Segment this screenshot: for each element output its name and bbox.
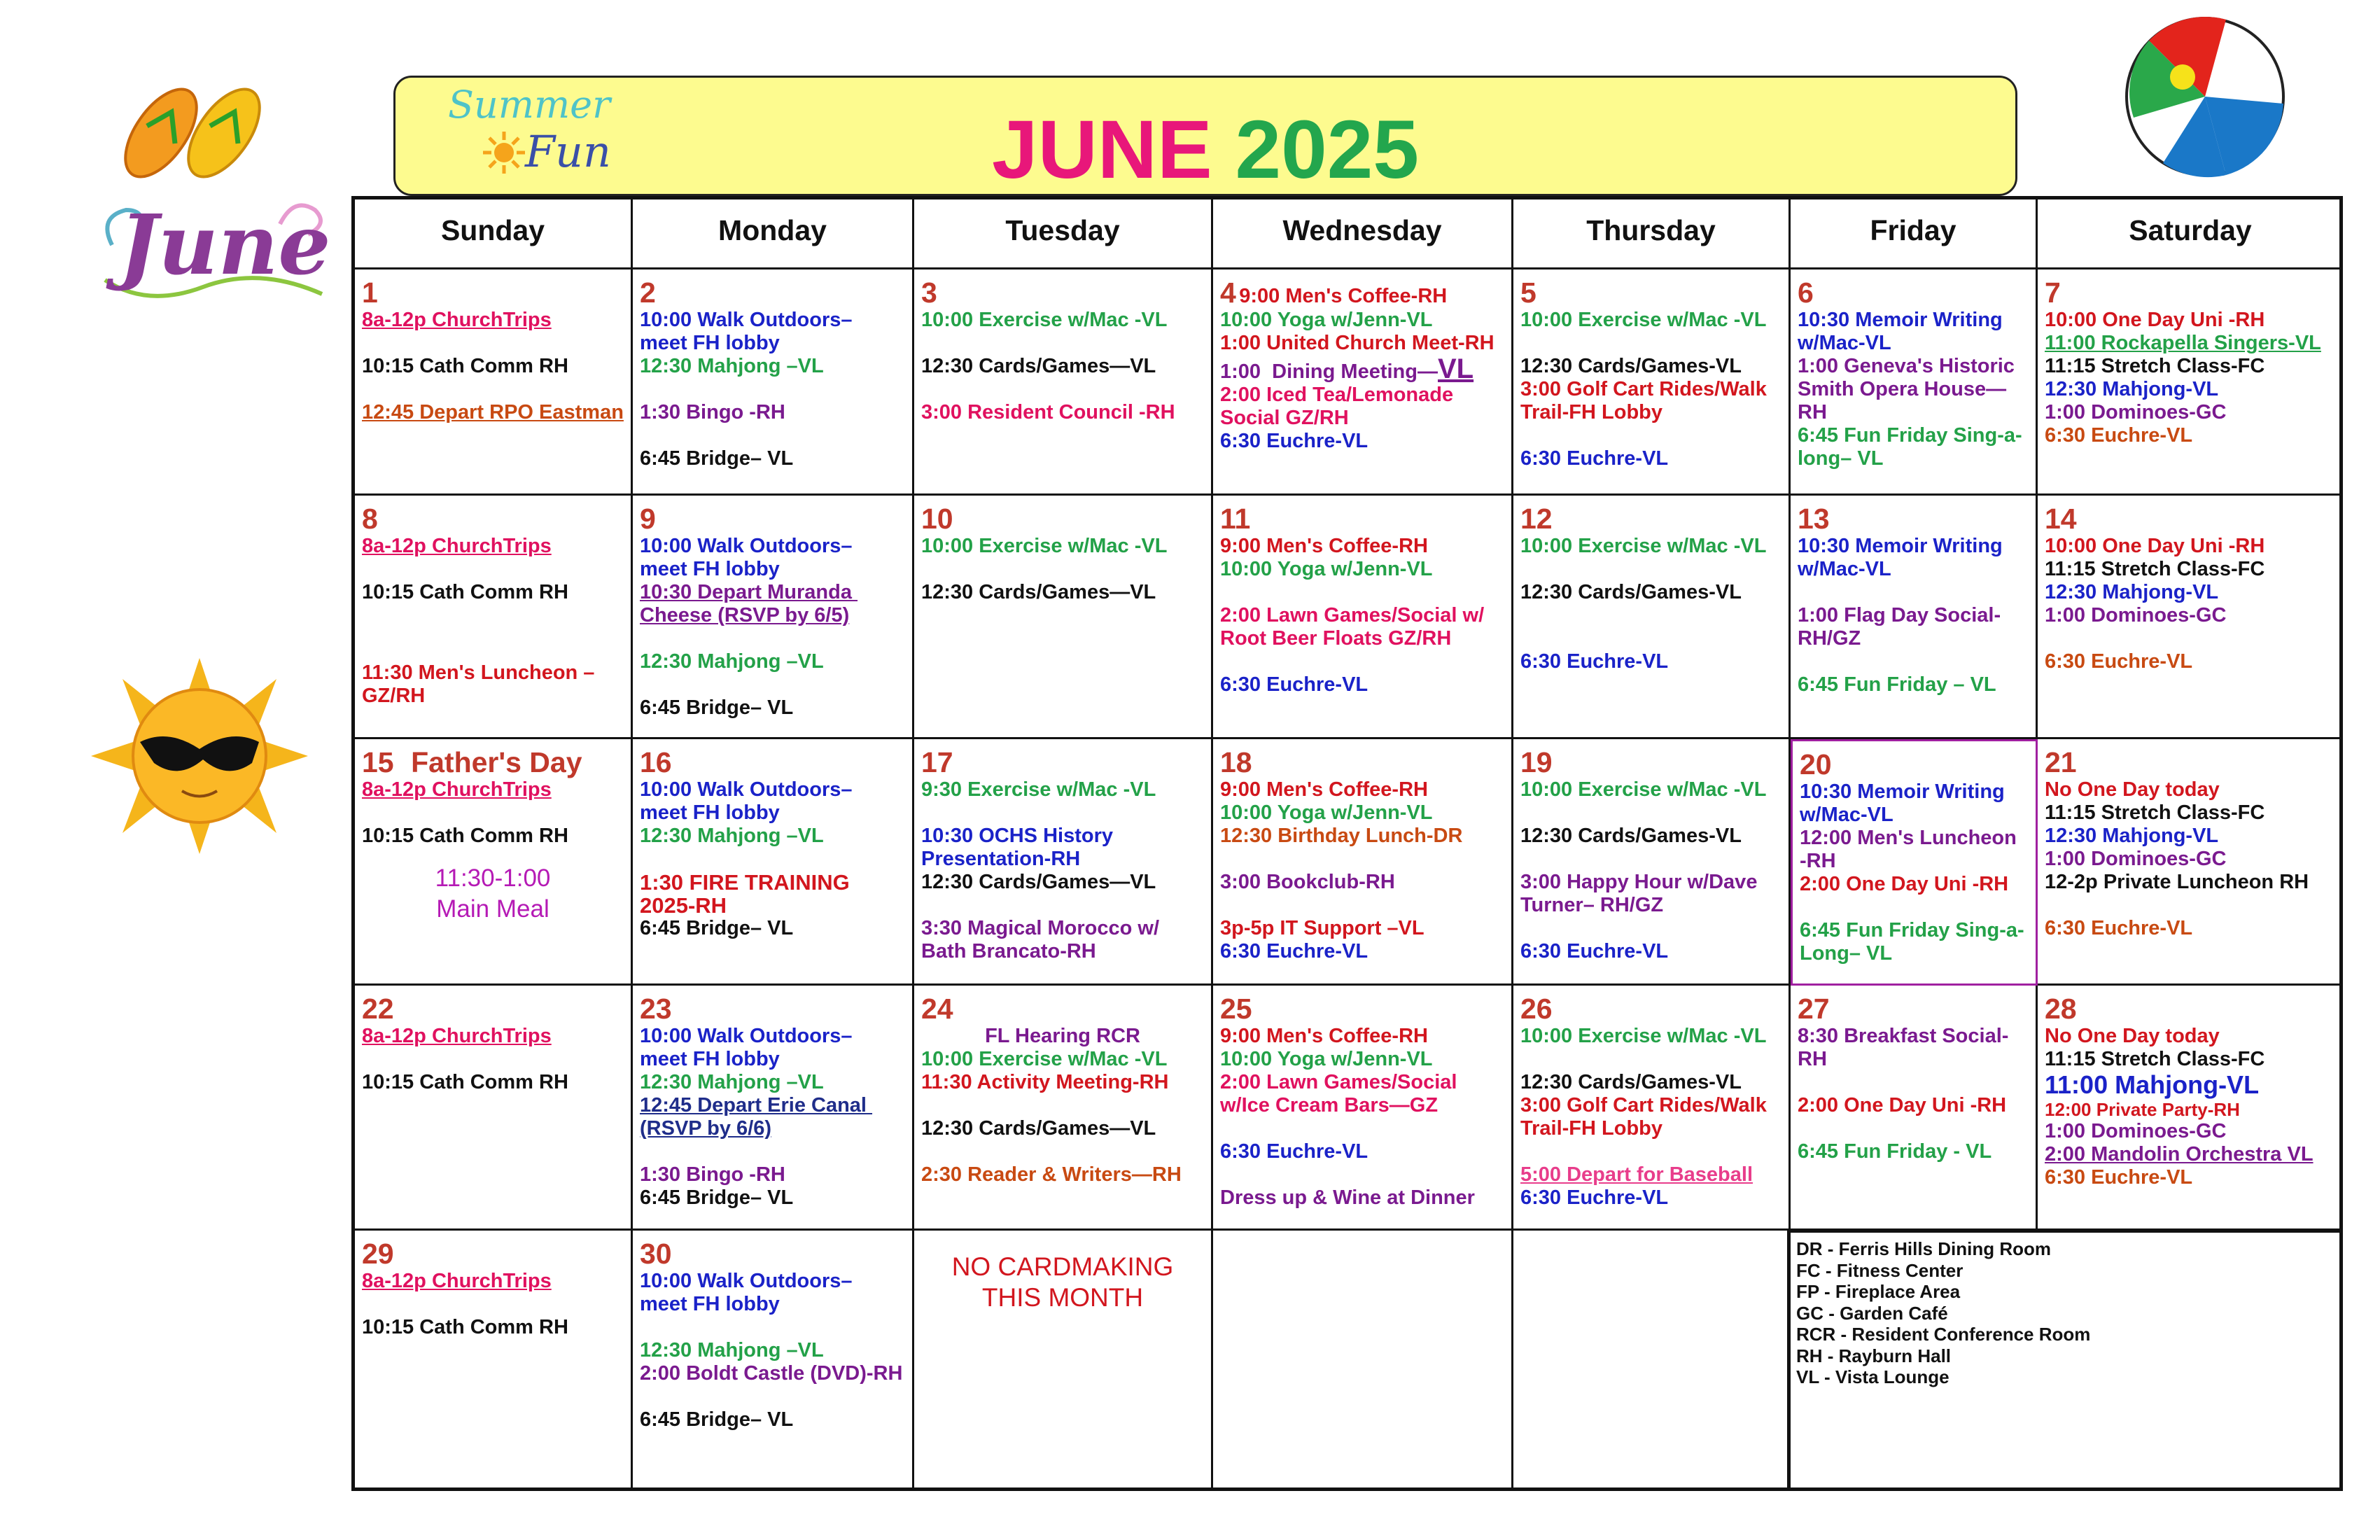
event-item: 12:30 Cards/Games—VL [921,355,1156,377]
event-item: 11:30 Men's Luncheon – GZ/RH [362,662,601,707]
event-item: 6:45 Fun Friday – VL [1798,673,1996,696]
day-cell-26[interactable] [1513,986,1791,1231]
event-item: 10:30 Memoir Writing w/Mac-VL [1798,309,2008,354]
event-item: 10:00 Walk Outdoors– meet FH lobby [640,309,858,354]
event-item: Dress up & Wine at Dinner [1220,1186,1475,1209]
june-script-text: June [119,196,331,293]
event-item: 10:00 Walk Outdoors– meet FH lobby [640,778,858,824]
day-number: 21 [2045,746,2077,778]
event-item: 9:00 Men's Coffee-RH [1220,778,1428,801]
event-item: 3:00 Bookclub-RH [1220,871,1395,893]
event-item: 1:00 Geneva's Historic Smith Opera House—RH [1798,355,2020,424]
event-item: 9:30 Exercise w/Mac -VL [921,778,1156,801]
empty-cell-tuesday [914,1231,1213,1488]
event-item: 12:30 Mahjong-VL [2045,825,2219,847]
day-number: 11 [1220,503,1251,535]
day-cell-3[interactable] [914,270,1213,496]
day-cell-17[interactable] [914,739,1213,986]
page-title [396,104,2015,195]
event-item: 12:30 Mahjong-VL [2045,581,2219,603]
no-cardmaking-note: NO CARDMAKING THIS MONTH [951,1252,1180,1312]
day-cell-24[interactable] [914,986,1213,1231]
event-item: 1:30 Bingo -RH [640,401,785,424]
day-number: 2 [640,276,656,309]
event-item: 2:00 Lawn Games/Social w/ Root Beer Floats GZ/RH [1220,604,1490,650]
event-item: 10:00 Exercise w/Mac -VL [921,535,1168,557]
beach-ball-icon [2121,13,2289,181]
event-item: 10:00 Walk Outdoors– meet FH lobby [640,535,858,580]
day-number: 1 [362,276,378,309]
event-item: 10:15 Cath Comm RH [362,825,568,847]
event-item: 12:30 Cards/Games-VL [1520,825,1742,847]
event-item-suffix: VL [1437,354,1474,384]
day-cell-2[interactable] [633,270,914,496]
event-item: 6:30 Euchre-VL [2045,1166,2193,1189]
event-item: 6:45 Bridge– VL [640,1408,794,1431]
event-item: 3:00 Golf Cart Rides/Walk Trail-FH Lobby [1520,378,1772,424]
event-item: 2:00 Lawn Games/Social w/Ice Cream Bars—GZ [1220,1071,1463,1116]
event-item: 10:30 Depart Muranda Cheese (RSVP by 6/5) [640,581,858,626]
weekday-monday: Monday [633,200,914,270]
event-item: 8a-12p ChurchTrips [362,309,552,331]
day-number: 28 [2045,993,2077,1025]
event-item: 10:00 Exercise w/Mac -VL [921,309,1168,331]
day-cell-22[interactable] [355,986,633,1231]
day-number: 4 [1220,276,1236,309]
event-item: 10:00 One Day Uni -RH [2045,535,2265,557]
event-item: 6:30 Euchre-VL [2045,917,2193,939]
event-item: 12:30 Cards/Games-VL [1520,581,1742,603]
weekday-saturday: Saturday [2038,200,2343,270]
event-item: 10:30 OCHS History Presentation-RH [921,825,1119,870]
event-item: Main Meal [436,895,550,923]
event-item: 10:15 Cath Comm RH [362,581,568,603]
legend-item: FC - Fitness Center [1796,1259,1963,1281]
event-item: 6:45 Fun Friday Sing-a-Long– VL [1800,919,2024,965]
day-cell-11[interactable] [1213,496,1513,739]
day-cell-25[interactable] [1213,986,1513,1231]
event-item: 10:00 Walk Outdoors– meet FH lobby [640,1025,858,1070]
day-number: 12 [1520,503,1553,535]
day-number: 5 [1520,276,1536,309]
event-item: 3p-5p IT Support –VL [1220,917,1424,939]
event-item: 10:00 Exercise w/Mac -VL [1520,535,1767,557]
event-item: 6:30 Euchre-VL [1520,940,1669,962]
event-item: 1:00 Dominoes-GC [2045,401,2227,424]
event-item: 12:30 Cards/Games—VL [921,581,1156,603]
fathers-day-label: Father's Day [411,746,582,778]
day-number: 19 [1520,746,1553,778]
event-item: 11:15 Stretch Class-FC [2045,1048,2265,1070]
day-cell-27[interactable] [1791,986,2038,1231]
event-item: 1:00 Dining Meeting— [1220,360,1438,383]
title-banner [393,76,2017,196]
day-cell-18[interactable] [1213,739,1513,986]
day-number: 13 [1798,503,1830,535]
event-item: 1:00 Dominoes-GC [2045,604,2227,626]
event-item: 12:30 Cards/Games—VL [921,1117,1156,1140]
empty-cell-wednesday [1213,1231,1513,1488]
event-item: 12:30 Cards/Games—VL [921,871,1156,893]
day-number: 14 [2045,503,2077,535]
event-item: 3:00 Happy Hour w/Dave Turner– RH/GZ [1520,871,1763,916]
event-item: 1:30 FIRE TRAINING 2025-RH [640,870,856,918]
event-item: 6:30 Euchre-VL [1220,940,1368,962]
day-number: 22 [362,993,394,1025]
event-item: 1:00 Dominoes-GC [2045,848,2227,870]
event-item: 6:45 Bridge– VL [640,1186,794,1209]
event-item: 3:30 Magical Morocco w/ Bath Brancato-RH [921,917,1166,962]
event-item: 3:00 Resident Council -RH [921,401,1175,424]
event-item: 12:30 Mahjong –VL [640,355,824,377]
event-item: 10:15 Cath Comm RH [362,1316,568,1338]
legend-item: GC - Garden Café [1796,1302,1948,1324]
event-item: 10:00 Exercise w/Mac -VL [1520,309,1767,331]
day-cell-10[interactable] [914,496,1213,739]
event-item: 10:15 Cath Comm RH [362,1071,568,1093]
day-cell-12[interactable] [1513,496,1791,739]
event-item: 9:00 Men's Coffee-RH [1239,285,1448,307]
event-item: FL Hearing RCR [985,1025,1140,1047]
day-cell-30[interactable] [633,1231,914,1488]
event-item: 12:30 Cards/Games-VL [1520,1071,1742,1093]
day-cell-15[interactable] [355,739,633,986]
event-item: 8a-12p ChurchTrips [362,778,552,801]
day-cell-28[interactable] [2038,986,2343,1231]
event-item: 10:00 Yoga w/Jenn-VL [1220,309,1433,331]
event-item: 8a-12p ChurchTrips [362,1270,552,1292]
event-item: 12:30 Mahjong –VL [640,1071,824,1093]
day-number: 23 [640,993,672,1025]
event-item: 10:30 Memoir Writing w/Mac-VL [1800,780,2010,826]
legend-item: FP - Fireplace Area [1796,1281,1961,1302]
weekday-thursday: Thursday [1513,200,1791,270]
empty-cell-thursday [1513,1231,1791,1488]
day-number: 17 [921,746,953,778]
event-item: 12:45 Depart RPO Eastman [362,401,624,424]
event-item: 12:30 Birthday Lunch-DR [1220,825,1463,847]
day-number: 3 [921,276,937,309]
day-number: 16 [640,746,672,778]
day-number: 26 [1520,993,1553,1025]
day-cell-16[interactable] [633,739,914,986]
day-number: 24 [921,993,953,1025]
event-item: 6:45 Bridge– VL [640,696,794,719]
day-number: 27 [1798,993,1830,1025]
day-cell-13[interactable] [1791,496,2038,739]
event-item: 12:30 Mahjong-VL [2045,378,2219,400]
event-item: 10:00 Exercise w/Mac -VL [921,1048,1168,1070]
event-item: 12:00 Men's Luncheon -RH [1800,827,2022,872]
event-item: 12-2p Private Luncheon RH [2045,871,2309,893]
legend-item: DR - Ferris Hills Dining Room [1796,1238,2052,1259]
event-item: 11:15 Stretch Class-FC [2045,558,2265,580]
day-number: 30 [640,1238,672,1270]
day-number: 18 [1220,746,1252,778]
event-item: 6:45 Fun Friday - VL [1798,1140,1992,1163]
event-item: 2:00 One Day Uni -RH [1800,873,2009,895]
event-item: 2:00 Mandolin Orchestra VL [2045,1143,2314,1166]
day-number: 9 [640,503,656,535]
day-number: 25 [1220,993,1252,1025]
event-item: 10:00 Exercise w/Mac -VL [1520,778,1767,801]
event-item: 6:30 Euchre-VL [1520,650,1669,673]
title-month: JUNE [991,104,1212,196]
event-item: 6:30 Euchre-VL [1220,430,1368,452]
event-item: 1:00 Flag Day Social-RH/GZ [1798,604,2001,650]
day-cell-21[interactable] [2038,739,2343,986]
day-number: 15 [362,746,394,778]
event-item: 12:00 Private Party-RH [2045,1099,2240,1120]
event-item: 10:00 Exercise w/Mac -VL [1520,1025,1767,1047]
event-item: 11:00 Rockapella Singers-VL [2045,332,2321,354]
event-item: 2:00 Iced Tea/Lemonade Social GZ/RH [1220,384,1460,429]
day-number: 20 [1800,748,1832,780]
event-item: 1:30 Bingo -RH [640,1163,785,1186]
day-cell-9[interactable] [633,496,914,739]
summer-logo-text: Summer [448,83,610,127]
day-cell-29[interactable] [355,1231,633,1488]
event-item: 6:30 Euchre-VL [2045,424,2193,447]
event-item: 6:45 Bridge– VL [640,917,794,939]
day-number: 29 [362,1238,394,1270]
day-number: 8 [362,503,378,535]
event-item: 6:30 Euchre-VL [2045,650,2193,673]
event-item: 10:30 Memoir Writing w/Mac-VL [1798,535,2008,580]
day-cell-20[interactable] [1791,739,2038,986]
day-cell-6[interactable] [1791,270,2038,496]
event-item: No One Day today [2045,778,2220,801]
event-item: 5:00 Depart for Baseball [1520,1163,1754,1186]
event-item: 12:30 Cards/Games-VL [1520,355,1742,377]
event-item: No One Day today [2045,1025,2220,1047]
event-item: 10:00 Yoga w/Jenn-VL [1220,558,1433,580]
event-item: 10:00 One Day Uni -RH [2045,309,2265,331]
day-number: 6 [1798,276,1814,309]
flip-flops-icon [105,77,287,189]
weekday-wednesday: Wednesday [1213,200,1513,270]
day-cell-19[interactable] [1513,739,1791,986]
day-cell-5[interactable] [1513,270,1791,496]
event-item: 12:30 Mahjong –VL [640,1339,824,1362]
title-year: 2025 [1235,104,1420,196]
day-cell-1[interactable] [355,270,633,496]
summer-fun-logo [448,83,616,181]
event-item: 12:30 Mahjong –VL [640,650,824,673]
event-item: 1:00 United Church Meet-RH [1220,332,1494,354]
day-cell-7[interactable] [2038,270,2343,496]
fun-logo-text: Fun [525,126,611,177]
weekday-sunday: Sunday [355,200,633,270]
day-cell-14[interactable] [2038,496,2343,739]
small-sun-icon [483,132,525,174]
event-item: 6:45 Bridge– VL [640,447,794,470]
event-item: 6:45 Fun Friday Sing-a-long– VL [1798,424,2022,470]
event-item: 9:00 Men's Coffee-RH [1220,535,1428,557]
day-number: 7 [2045,276,2061,309]
calendar-grid [351,196,2343,1491]
weekday-tuesday: Tuesday [914,200,1213,270]
legend-item: RCR - Resident Conference Room [1796,1324,2091,1345]
event-item: 8a-12p ChurchTrips [362,1025,552,1047]
june-script-logo [91,182,343,308]
event-item: 10:00 Yoga w/Jenn-VL [1220,802,1433,824]
day-cell-4[interactable] [1213,270,1513,496]
event-item: 3:00 Golf Cart Rides/Walk Trail-FH Lobby [1520,1094,1772,1140]
event-item: 6:30 Euchre-VL [1220,673,1368,696]
event-item: 12:45 Depart Erie Canal (RSVP by 6/6) [640,1094,873,1140]
sun-sunglasses-icon [91,658,308,854]
event-item: 8:30 Breakfast Social-RH [1798,1025,2009,1070]
event-item: 11:15 Stretch Class-FC [2045,355,2265,377]
legend-item: VL - Vista Lounge [1796,1366,1949,1387]
day-cell-8[interactable] [355,496,633,739]
event-item: 1:00 Dominoes-GC [2045,1120,2227,1142]
day-number: 10 [921,503,953,535]
day-cell-23[interactable] [633,986,914,1231]
event-item: 9:00 Men's Coffee-RH [1220,1025,1428,1047]
event-item: 6:30 Euchre-VL [1520,1186,1669,1209]
event-item: 11:15 Stretch Class-FC [2045,802,2265,824]
location-legend [1791,1231,2343,1488]
event-item: 11:00 Mahjong-VL [2045,1070,2260,1099]
event-item: 10:15 Cath Comm RH [362,355,568,377]
weekday-friday: Friday [1791,200,2038,270]
event-item: 2:30 Reader & Writers—RH [921,1163,1182,1186]
event-item: 11:30-1:00 [435,864,551,892]
event-item: 10:00 Yoga w/Jenn-VL [1220,1048,1433,1070]
legend-item: RH - Rayburn Hall [1796,1345,1952,1366]
event-item: 2:00 One Day Uni -RH [1798,1094,2007,1116]
event-item: 8a-12p ChurchTrips [362,535,552,557]
event-item: 12:30 Mahjong –VL [640,825,824,847]
event-item: 11:30 Activity Meeting-RH [921,1071,1169,1093]
event-item: 6:30 Euchre-VL [1520,447,1669,470]
event-item: 10:00 Walk Outdoors– meet FH lobby [640,1270,858,1315]
event-item: 6:30 Euchre-VL [1220,1140,1368,1163]
event-item: 2:00 Boldt Castle (DVD)-RH [640,1362,903,1385]
